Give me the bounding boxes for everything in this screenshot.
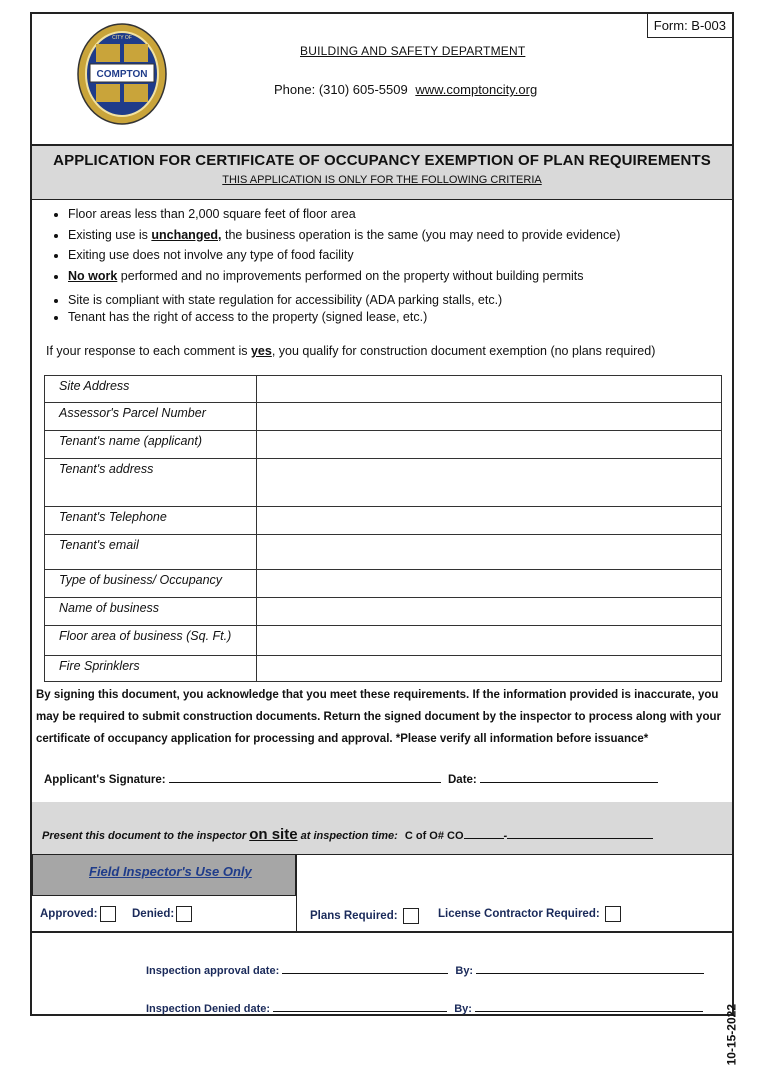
- field-label: Assessor's Parcel Number: [45, 403, 257, 431]
- criteria-text-end: performed and no improvements performed on the property without building permits: [117, 268, 584, 283]
- criteria-text: Floor areas less than 2,000 square feet of floor area: [68, 207, 356, 221]
- criteria-item: [68, 204, 620, 225]
- field-input[interactable]: [257, 459, 722, 507]
- field-row: [45, 403, 722, 431]
- applicant-signature-field[interactable]: [169, 772, 441, 783]
- field-label: Name of business: [45, 598, 257, 626]
- field-row: [45, 459, 722, 507]
- field-input[interactable]: [257, 376, 722, 403]
- criteria-text: Existing use is: [68, 227, 152, 242]
- present-text: Present this document to the inspector: [42, 830, 250, 842]
- page-subtitle: THIS APPLICATION IS ONLY FOR THE FOLLOWING CRITERIA: [222, 174, 542, 186]
- approved-option: [40, 906, 116, 922]
- divider: [32, 932, 732, 933]
- license-required-option: [438, 906, 621, 922]
- applicant-signature-label: Applicant's Signature:: [44, 774, 166, 786]
- approval-by-field[interactable]: [476, 964, 704, 974]
- criteria-item: [68, 307, 620, 328]
- criteria-text: Tenant has the right of access to the property (signed lease, etc.): [68, 309, 428, 324]
- criteria-emphasis: unchanged,: [151, 227, 222, 242]
- form-frame: [30, 12, 738, 1065]
- denied-date-label: Inspection Denied date:: [146, 1003, 271, 1015]
- criteria-text-end: the business operation is the same (you may need to provide evidence): [221, 227, 621, 242]
- denied-by-field[interactable]: [475, 1002, 703, 1012]
- svg-text:CITY OF: CITY OF: [112, 35, 132, 41]
- field-label: Tenant's name (applicant): [45, 431, 257, 459]
- website-link[interactable]: www.comptoncity.org: [415, 82, 538, 97]
- cofo-field-2[interactable]: [507, 829, 653, 839]
- qualify-text-end: , you qualify for construction document exemption (no plans required): [271, 344, 656, 358]
- contact-line: [274, 82, 537, 97]
- field-row: [45, 431, 722, 459]
- denied-by-label: By:: [454, 1003, 472, 1015]
- denied-option: [132, 906, 192, 922]
- department-name: BUILDING AND SAFETY DEPARTMENT: [300, 44, 526, 58]
- cofo-label: C of O# CO: [404, 830, 464, 842]
- field-row: [45, 535, 722, 570]
- present-band: [32, 802, 732, 854]
- criteria-emphasis: No work: [68, 268, 118, 283]
- field-label: Type of business/ Occupancy: [45, 570, 257, 598]
- approved-checkbox[interactable]: [100, 906, 116, 922]
- license-required-label: License Contractor Required:: [438, 908, 600, 921]
- present-emphasis: on site: [249, 826, 298, 843]
- criteria-item: [68, 245, 620, 266]
- approval-date-line: [146, 964, 704, 977]
- signature-date-label: Date:: [448, 774, 477, 786]
- field-label: Fire Sprinklers: [45, 656, 257, 682]
- inspection-dates: [32, 932, 732, 1016]
- field-row: [45, 626, 722, 656]
- field-inspector-header: [32, 854, 296, 896]
- signature-line: [44, 772, 658, 786]
- criteria-text: Site is compliant with state regulation for accessibility (ADA parking stalls, etc.): [68, 293, 503, 307]
- svg-text:COMPTON: COMPTON: [96, 69, 148, 80]
- license-required-checkbox[interactable]: [605, 906, 621, 922]
- field-label: Tenant's address: [45, 459, 257, 507]
- approval-date-field[interactable]: [282, 964, 448, 974]
- field-row: [45, 656, 722, 682]
- criteria-item: [68, 225, 620, 246]
- field-input[interactable]: [257, 507, 722, 535]
- inspection-result-row: [32, 896, 732, 932]
- field-input[interactable]: [257, 431, 722, 459]
- field-row: [45, 570, 722, 598]
- denied-date-field[interactable]: [273, 1002, 447, 1012]
- approval-by-label: By:: [455, 965, 474, 977]
- plans-required-checkbox[interactable]: [403, 908, 419, 924]
- approved-label: Approved:: [40, 908, 98, 921]
- cofo-field-1[interactable]: [464, 829, 504, 839]
- qualify-statement: [46, 344, 655, 358]
- plans-required-label: Plans Required:: [310, 910, 398, 923]
- page-title: APPLICATION FOR CERTIFICATE OF OCCUPANCY EXEMPTION OF PLAN REQUIREMENTS: [53, 152, 711, 169]
- field-row: [45, 507, 722, 535]
- field-input[interactable]: [257, 598, 722, 626]
- field-input[interactable]: [257, 570, 722, 598]
- qualify-emphasis: yes: [250, 344, 272, 358]
- field-label: Site Address: [45, 376, 257, 403]
- field-input[interactable]: [257, 535, 722, 570]
- applicant-info-table: [44, 375, 722, 682]
- divider: [296, 854, 297, 932]
- form-number: Form: B-003: [647, 14, 732, 38]
- criteria-item: [68, 266, 620, 287]
- title-band: [32, 144, 732, 200]
- denied-label: Denied:: [132, 908, 175, 921]
- cofo-dash: -: [503, 830, 508, 842]
- signature-date-field[interactable]: [480, 772, 658, 783]
- field-input[interactable]: [257, 403, 722, 431]
- field-label: Tenant's Telephone: [45, 507, 257, 535]
- phone-number: Phone: (310) 605-5509: [274, 82, 408, 97]
- field-input[interactable]: [257, 656, 722, 682]
- approval-date-label: Inspection approval date:: [146, 965, 280, 977]
- plans-required-option: [310, 908, 419, 924]
- present-instruction: [42, 826, 653, 843]
- denied-checkbox[interactable]: [176, 906, 192, 922]
- field-row: [45, 376, 722, 403]
- criteria-list: [44, 204, 620, 327]
- field-row: [45, 598, 722, 626]
- field-label: Floor area of business (Sq. Ft.): [45, 626, 257, 656]
- field-label: Tenant's email: [45, 535, 257, 570]
- field-input[interactable]: [257, 626, 722, 656]
- city-seal-logo: [76, 22, 168, 126]
- criteria-text: Exiting use does not involve any type of food facility: [68, 248, 354, 262]
- acknowledgement-text: By signing this document, you acknowledge that you meet these requirements. If the information provided is inaccurate, you may be required to submit construction documents. Return the signed document by the inspector to process along with your certificate of occupancy application for processing and approval. *Please verify all information before issuance*: [36, 689, 721, 745]
- denied-date-line: [146, 1002, 703, 1015]
- field-inspector-header-blank: [296, 854, 734, 896]
- qualify-text: If your response to each comment is: [46, 344, 251, 358]
- present-text-end: at inspection time:: [297, 830, 398, 842]
- revision-date: 10-15-2022: [724, 1004, 738, 1065]
- field-inspector-title: Field Inspector's Use Only: [89, 864, 252, 879]
